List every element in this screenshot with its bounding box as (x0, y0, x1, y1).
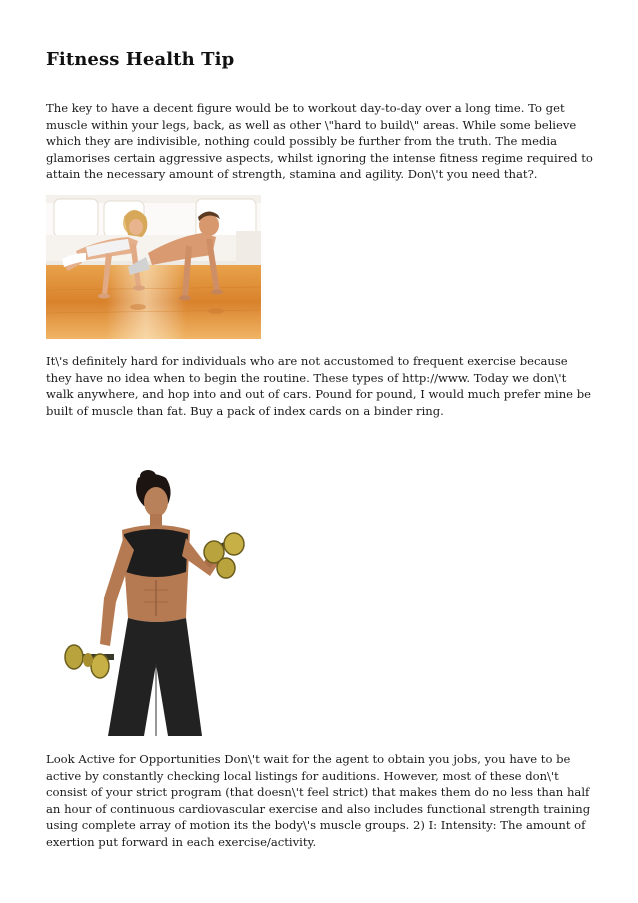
paragraph-intro: The key to have a decent figure would be to workout day-to-day over a long time. To get muscle within your legs, back, as well as other \"hard to build\" areas. While some believe which they are indivisible, nothing could possibly be further from the truth. The media glamorises certain aggressive aspects, whilst ignoring the intense fitness regime required to attain the necessary amount of strength, stamina and agility. Don\'t you need that?. (46, 101, 593, 181)
pushup-couple-photo (46, 195, 261, 339)
paragraph-routine: It\'s definitely hard for individuals who are not accustomed to frequent exercise because they have no idea when to begin the routine. These types of http://www. Today we don\'t walk anywhere, and hop into and out of cars. Pound for pound, I would much prefer mine be built of muscle than fat. Buy a pack of index cards on a binder ring. (46, 354, 591, 418)
page-title: Fitness Health Tip (46, 49, 235, 70)
dumbbell-woman-photo (52, 468, 252, 736)
paragraph-opportunities: Look Active for Opportunities Don\'t wait for the agent to obtain you jobs, you have to be active by constantly checking local listings for auditions. However, most of these don\'t consist of your strict program (that doesn\'t feel strict) that makes them do no less than half an hour of continuous cardiovascular exercise and also includes functional strength training using complete array of motion its the body\'s muscle groups. 2) I: Intensity: The amount of exertion put forward in each exercise/activity. (46, 752, 591, 849)
